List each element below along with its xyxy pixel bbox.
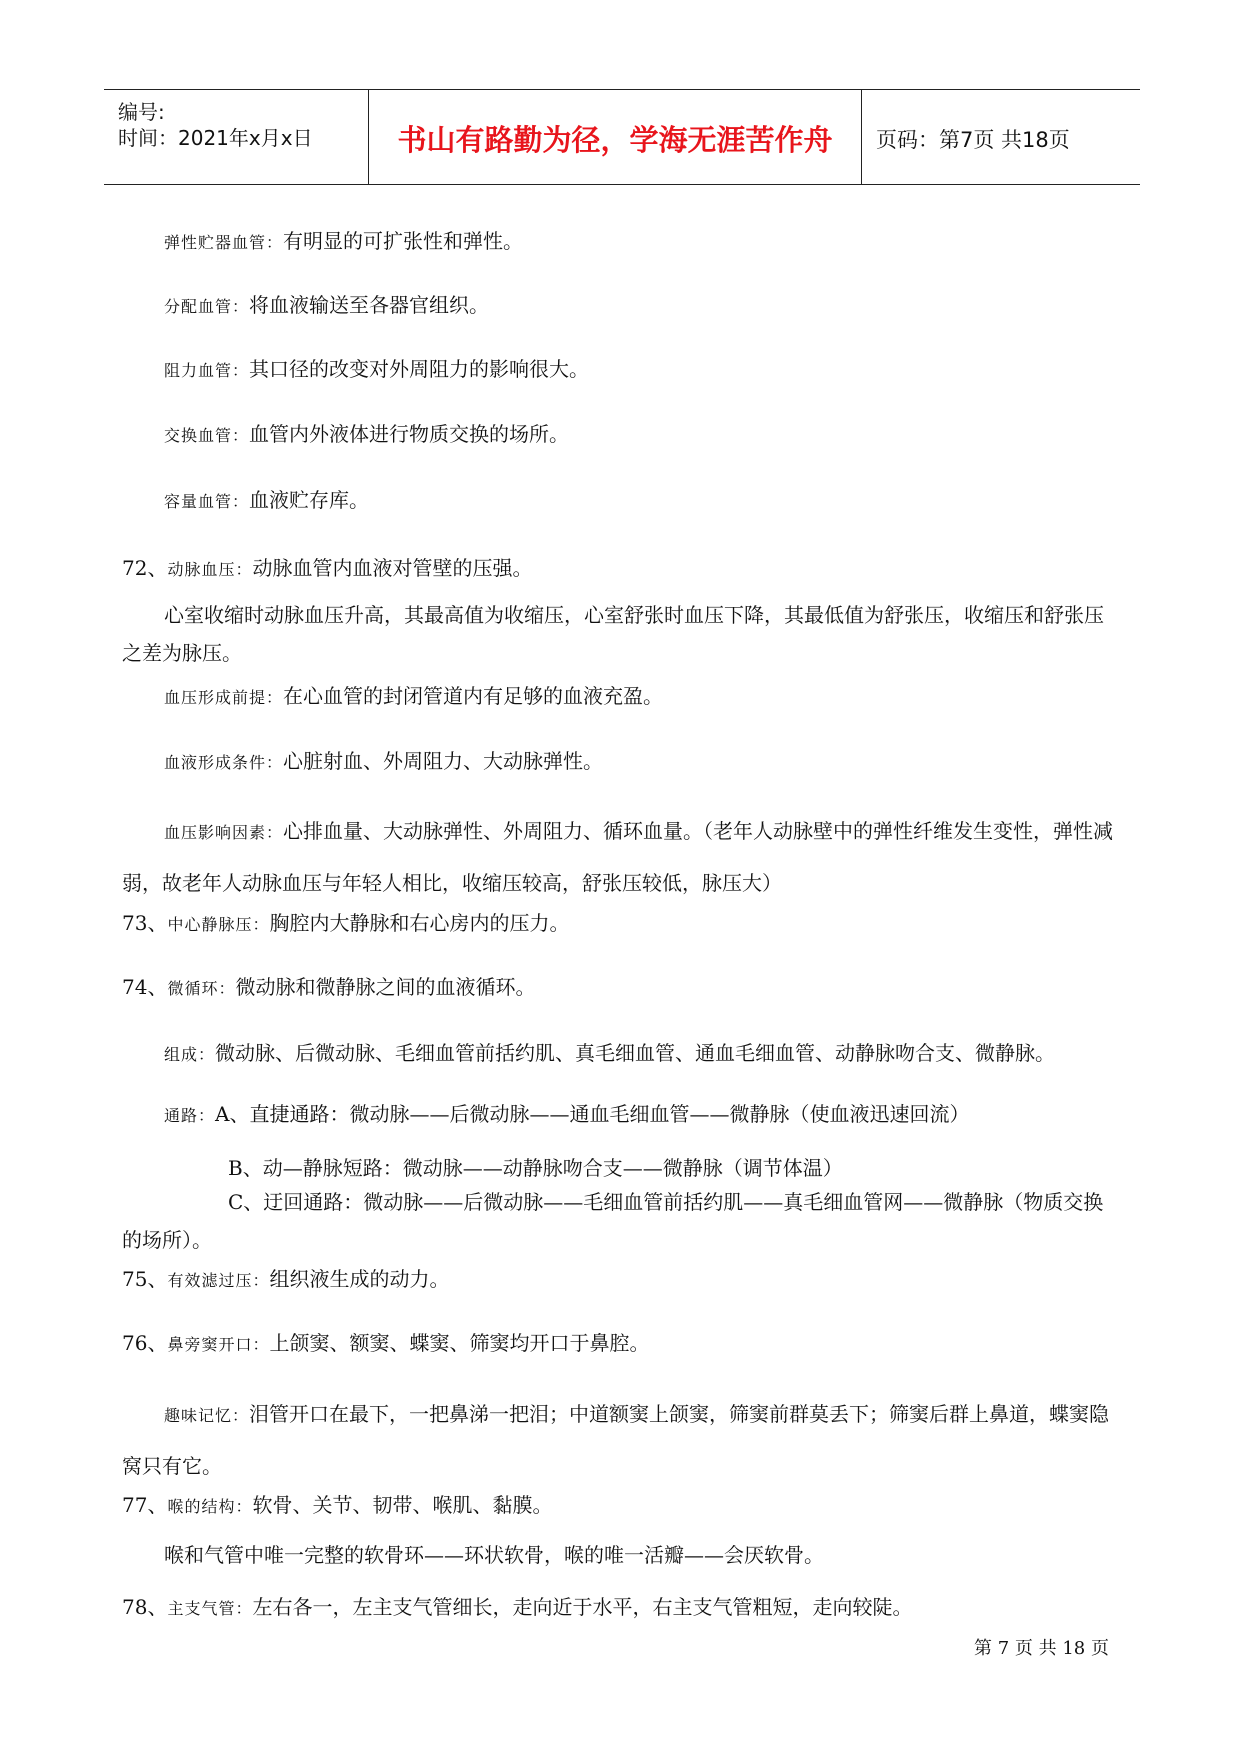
line-text: 动脉血管内血液对管壁的压强。 — [252, 556, 533, 580]
document-number-label: 编号: — [118, 100, 165, 124]
body-paragraph — [122, 806, 1122, 909]
body-line — [122, 977, 1132, 999]
body-line — [164, 424, 1174, 446]
body-line — [164, 231, 1174, 253]
line-text: 喉和气管中唯一完整的软骨环——环状软骨，喉的唯一活瓣——会厌软骨。 — [164, 1543, 824, 1567]
line-text: 上颌窦、额窦、蝶窦、筛窦均开口于鼻腔。 — [269, 1331, 650, 1355]
term-label: 主支气管： — [167, 1599, 253, 1618]
line-text: 左右各一，左主支气管细长，走向近于水平，右主支气管粗短，走向较陡。 — [252, 1595, 913, 1619]
line-text: 微动脉、后微动脉、毛细血管前括约肌、真毛细血管、通血毛细血管、动静脉吻合支、微静脉。 — [215, 1041, 1056, 1065]
body-line — [164, 1545, 1174, 1565]
header-right-cell — [862, 90, 1140, 184]
term-label: 分配血管： — [164, 297, 250, 316]
header-page-code: 页码：第7页 共18页 — [876, 128, 1070, 152]
term-label: 血压影响因素： — [164, 823, 284, 842]
line-text: 胸腔内大静脉和右心房内的压力。 — [269, 911, 570, 935]
body-line — [122, 558, 1132, 580]
document-time-label: 时间：2021年x月x日 — [118, 126, 313, 150]
term-label: 中心静脉压： — [167, 915, 270, 934]
item-number: 77、 — [122, 1493, 168, 1517]
body-line — [164, 1043, 1174, 1065]
line-text: 心脏射血、外周阻力、大动脉弹性。 — [283, 749, 604, 773]
item-number: 76、 — [122, 1331, 168, 1355]
term-label: 喉的结构： — [167, 1497, 253, 1516]
item-number: 73、 — [122, 911, 168, 935]
term-label: 有效滤过压： — [167, 1271, 270, 1290]
item-number: 74、 — [122, 975, 168, 999]
term-label: 鼻旁窦开口： — [167, 1335, 270, 1354]
item-number: 78、 — [122, 1595, 168, 1619]
body-line — [164, 359, 1174, 381]
line-text: 组织液生成的动力。 — [269, 1267, 450, 1291]
body-line — [164, 686, 1174, 708]
term-label: 组成： — [164, 1045, 216, 1064]
line-text: 泪管开口在最下，一把鼻涕一把泪；中道额窦上颌窦，筛窦前群莫丢下；筛窦后群上鼻道，蝶窦隐窝只有它。 — [122, 1402, 1110, 1478]
line-text: 有明显的可扩张性和弹性。 — [283, 229, 524, 253]
term-label: 微循环： — [167, 979, 236, 998]
body-paragraph — [122, 1183, 1122, 1259]
page-header — [104, 89, 1140, 185]
term-label: 通路： — [164, 1106, 216, 1125]
body-line — [228, 1158, 1238, 1178]
body-paragraph — [122, 596, 1122, 672]
line-text: 微动脉和微静脉之间的血液循环。 — [235, 975, 536, 999]
line-text: 血管内外液体进行物质交换的场所。 — [249, 422, 570, 446]
line-text: A、直捷通路：微动脉——后微动脉——通血毛细血管——微静脉（使血液迅速回流） — [215, 1102, 970, 1126]
line-text: C、迂回通路：微动脉——后微动脉——毛细血管前括约肌——真毛细血管网——微静脉（物质交换的场所）。 — [122, 1190, 1104, 1252]
term-label: 弹性贮器血管： — [164, 233, 284, 252]
term-label: 阻力血管： — [164, 361, 250, 380]
line-text: 血液贮存库。 — [249, 488, 370, 512]
item-number: 72、 — [122, 556, 168, 580]
header-middle-cell — [369, 90, 862, 184]
term-label: 趣味记忆： — [164, 1406, 250, 1425]
term-label: 血液形成条件： — [164, 753, 284, 772]
body-line — [164, 490, 1174, 512]
term-label: 容量血管： — [164, 492, 250, 511]
body-line — [164, 295, 1174, 317]
body-line — [122, 1495, 1132, 1517]
body-line — [122, 1597, 1132, 1619]
line-text: B、动—静脉短路：微动脉——动静脉吻合支——微静脉（调节体温） — [228, 1156, 843, 1180]
term-label: 动脉血压： — [167, 560, 253, 579]
line-text: 其口径的改变对外周阻力的影响很大。 — [249, 357, 590, 381]
line-text: 心室收缩时动脉血压升高，其最高值为收缩压，心室舒张时血压下降，其最低值为舒张压，收缩压和舒张压之差为脉压。 — [122, 603, 1104, 665]
page-footer: 第 7 页 共 18 页 — [974, 1638, 1109, 1659]
line-text: 心排血量、大动脉弹性、外周阻力、循环血量。（老年人动脉壁中的弹性纤维发生变性，弹性减弱，故老年人动脉血压与年轻人相比，收缩压较高，舒张压较低，脉压大） — [122, 819, 1114, 895]
header-left-cell — [104, 90, 369, 184]
term-label: 交换血管： — [164, 426, 250, 445]
body-line — [122, 1269, 1132, 1291]
line-text: 在心血管的封闭管道内有足够的血液充盈。 — [283, 684, 664, 708]
body-line — [164, 1104, 1174, 1126]
item-number: 75、 — [122, 1267, 168, 1291]
body-line — [122, 913, 1132, 935]
body-line — [122, 1333, 1132, 1355]
body-line — [164, 751, 1174, 773]
body-paragraph — [122, 1389, 1122, 1491]
line-text: 软骨、关节、韧带、喉肌、黏膜。 — [252, 1493, 553, 1517]
term-label: 血压形成前提： — [164, 688, 284, 707]
line-text: 将血液输送至各器官组织。 — [249, 293, 490, 317]
header-motto: 书山有路勤为径，学海无涯苦作舟 — [397, 123, 833, 157]
